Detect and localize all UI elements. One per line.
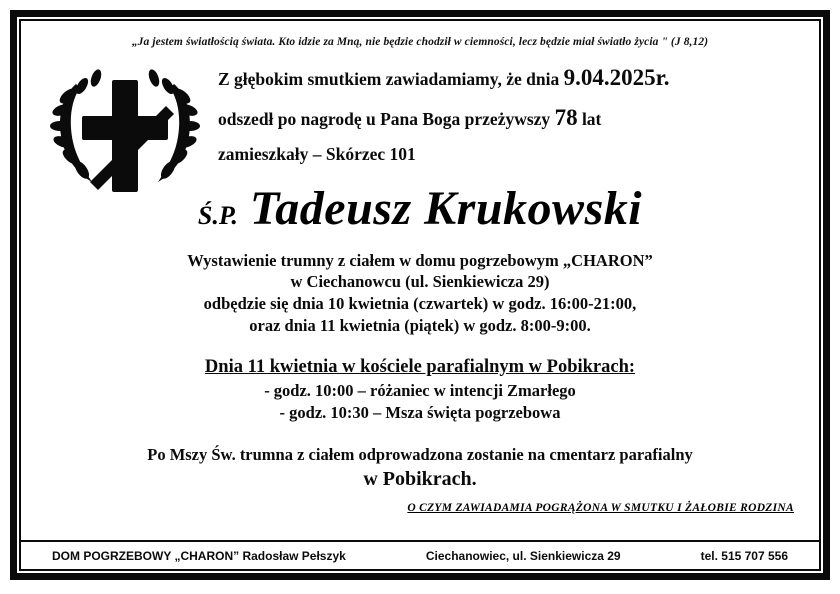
church-heading: Dnia 11 kwietnia w kościele parafialnym w Pobikrach:: [204, 357, 636, 378]
notice-content: [24, 24, 816, 566]
wake-line-2: w Ciechanowcu (ul. Sienkiewicza 29): [290, 272, 550, 292]
church-service-block: [38, 355, 802, 423]
age-value: 78: [554, 105, 578, 130]
intro-block: [218, 66, 802, 164]
church-item-1: - godz. 10:00 – różaniec w intencji Zmarłego: [264, 380, 576, 400]
footer-separator: [19, 540, 821, 542]
honorific: Ś.P.: [197, 200, 238, 230]
church-item-2: - godz. 10:30 – Msza święta pogrzebowa: [279, 402, 561, 422]
intro-line-2: [218, 106, 802, 129]
footer-bar: [24, 544, 816, 568]
footer-company: DOM POGRZEBOWY „CHARON” Radosław Pełszyk: [52, 549, 346, 563]
wake-details-block: [38, 250, 802, 338]
family-note: O CZYM ZAWIADAMIA POGRĄŻONA W SMUTKU I ŻAŁOBIE RODZINA: [407, 502, 794, 515]
intro-line-1-text: Z głębokim smutkiem zawiadamiamy, że dnia: [218, 69, 560, 89]
procession-line-2: w Pobikrach.: [363, 467, 477, 490]
footer-address: Ciechanowiec, ul. Sienkiewicza 29: [425, 549, 621, 563]
procession-line-1: Po Mszy Św. trumna z ciałem odprowadzona zostanie na cmentarz parafialny: [147, 444, 693, 464]
footer-phone: tel. 515 707 556: [700, 549, 788, 563]
intro-line-2-text: odszedł po nagrodę u Pana Boga przeżywszy: [218, 109, 551, 129]
age-unit: lat: [581, 109, 602, 129]
wake-line-3: odbędzie się dnia 10 kwietnia (czwartek) w godz. 16:00-21:00,: [203, 294, 637, 314]
deceased-name: Tadeusz Krukowski: [249, 181, 643, 235]
intro-line-1: [218, 66, 802, 89]
residence-line: zamieszkały – Skórzec 101: [218, 144, 416, 164]
cross-with-laurel-wreath-icon: [46, 62, 204, 202]
epigraph-quote: „Ja jestem światłością świata. Kto idzie za Mną, nie będzie chodził w ciemności, lecz będzie miał światło życia " (J 8,12): [131, 36, 709, 48]
procession-block: [38, 444, 802, 493]
death-date: 9.04.2025r.: [563, 65, 670, 90]
wake-line-4: oraz dnia 11 kwietnia (piątek) w godz. 8:00-9:00.: [249, 316, 591, 336]
wake-line-1: Wystawienie trumny z ciałem w domu pogrzebowym „CHARON”: [187, 250, 653, 270]
